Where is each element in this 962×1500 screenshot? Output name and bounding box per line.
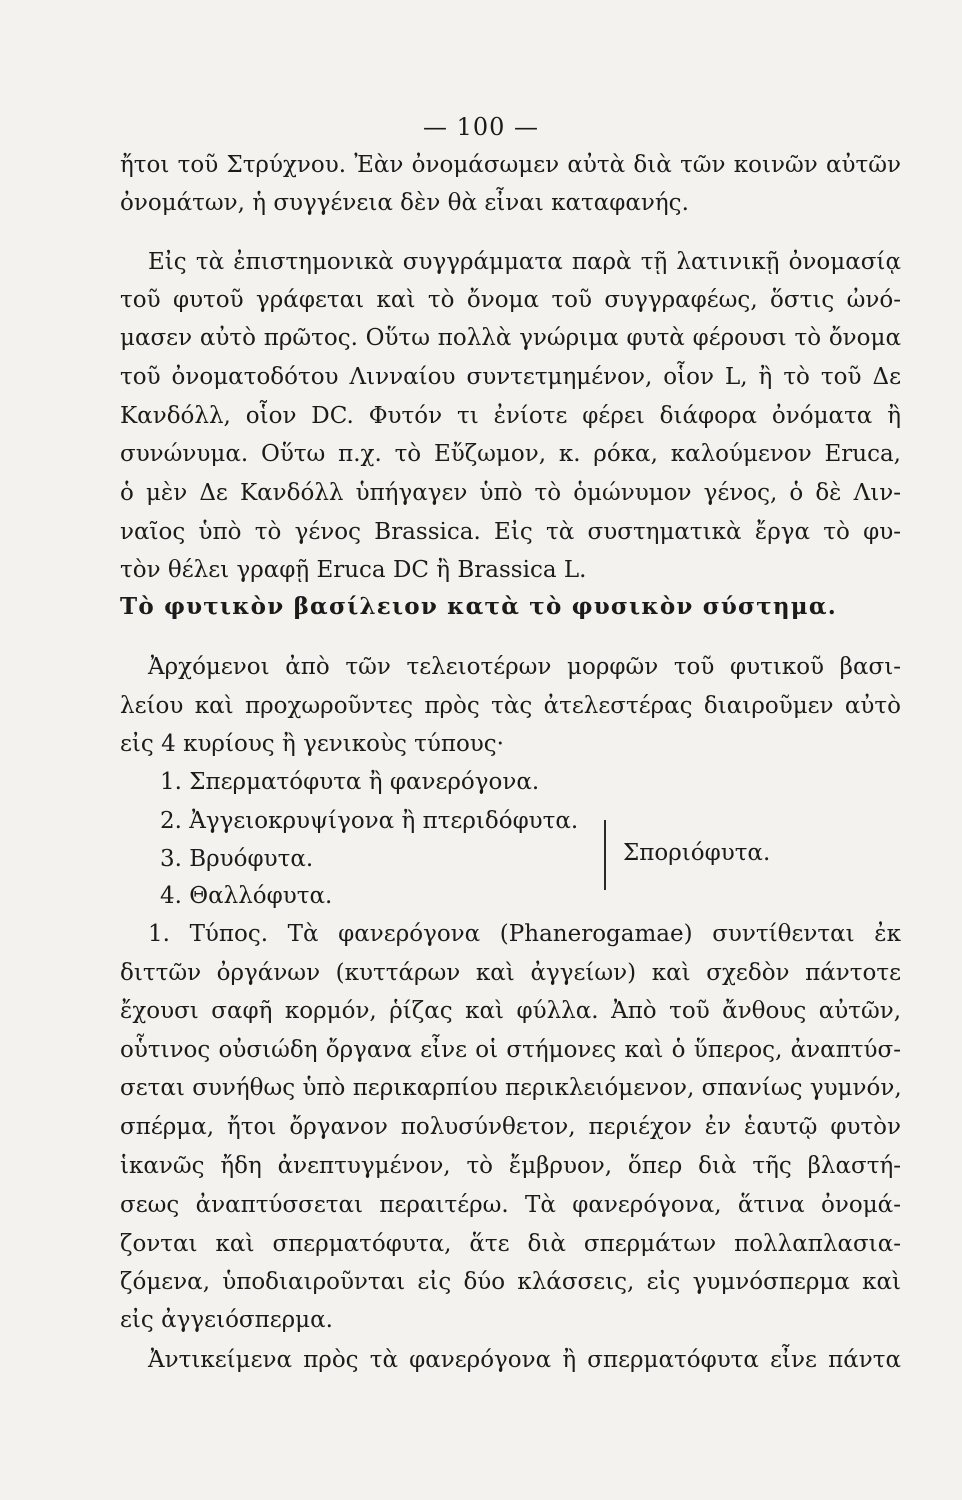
- list-item: 3. Βρυόφυτα.: [160, 846, 314, 872]
- text-line: ἔχουσι σαφῆ κορμόν, ῥίζας καὶ φύλλα. Ἀπὸ τοῦ ἄνθους αὐτῶν,: [120, 998, 901, 1024]
- text-line: εἰς ἀγγειόσπερμα.: [120, 1307, 333, 1333]
- text-line: τοῦ φυτοῦ γράφεται καὶ τὸ ὄνομα τοῦ συγγραφέως, ὅστις ὠνό-: [120, 287, 901, 313]
- text-line: ζονται καὶ σπερματόφυτα, ἅτε διὰ σπερμάτων πολλαπλασια-: [120, 1231, 901, 1257]
- text-line: ὀνομάτων, ἡ συγγένεια δὲν θὰ εἶναι καταφανής.: [120, 190, 689, 216]
- text-line: Ἀρχόμενοι ἀπὸ τῶν τελειοτέρων μορφῶν τοῦ φυτικοῦ βασι-: [148, 654, 901, 680]
- text-line: ζόμενα, ὑποδιαιροῦνται εἰς δύο κλάσσεις, εἰς γυμνόσπερμα καὶ: [120, 1269, 901, 1295]
- text-line: Ἀντικείμενα πρὸς τὰ φανερόγονα ἢ σπερματόφυτα εἶνε πάντα: [148, 1347, 901, 1373]
- text-line: σεως ἀναπτύσσεται περαιτέρω. Τὰ φανερόγονα, ἅτινα ὀνομά-: [120, 1192, 901, 1218]
- text-line: τοῦ ὀνοματοδότου Λινναίου συντετμημένον, οἷον L, ἢ τὸ τοῦ Δε: [120, 364, 901, 390]
- brace-label: Σποριόφυτα.: [623, 840, 771, 866]
- text-line: εἰς 4 κυρίους ἢ γενικοὺς τύπους·: [120, 731, 504, 757]
- text-line: ἤτοι τοῦ Στρύχνου. Ἐὰν ὀνομάσωμεν αὐτὰ διὰ τῶν κοινῶν αὐτῶν: [120, 152, 901, 178]
- list-item: 4. Θαλλόφυτα.: [160, 883, 333, 909]
- text-line: οὗτινος οὐσιώδη ὄργανα εἶνε οἱ στήμονες καὶ ὁ ὕπερος, ἀναπτύσ-: [120, 1037, 901, 1063]
- list-item: 2. Ἀγγειοκρυψίγονα ἢ πτεριδόφυτα.: [160, 808, 579, 834]
- section-heading: Τὸ φυτικὸν βασίλειον κατὰ τὸ φυσικὸν σύστημα.: [120, 593, 837, 620]
- text-line: ἱκανῶς ἤδη ἀνεπτυγμένον, τὸ ἔμβρυον, ὅπερ διὰ τῆς βλαστή-: [120, 1153, 901, 1179]
- text-line: τὸν θέλει γραφῇ Eruca DC ἢ Brassica L.: [120, 557, 587, 583]
- text-line: Εἰς τὰ ἐπιστημονικὰ συγγράμματα παρὰ τῇ λατινικῇ ὀνομασίᾳ: [148, 249, 901, 275]
- list-item: 1. Σπερματόφυτα ἢ φανερόγονα.: [160, 769, 540, 795]
- text-line: συνώνυμα. Οὕτω π.χ. τὸ Εὔζωμον, κ. ρόκα, καλούμενον Eruca,: [120, 441, 901, 467]
- text-line: σεται συνήθως ὑπὸ περικαρπίου περικλειόμενον, σπανίως γυμνόν,: [120, 1075, 902, 1101]
- text-line: ὁ μὲν Δε Κανδόλλ ὑπήγαγεν ὑπὸ τὸ ὁμώνυμον γένος, ὁ δὲ Λιν-: [120, 480, 901, 506]
- text-line: λείου καὶ προχωροῦντες πρὸς τὰς ἀτελεστέρας διαιροῦμεν αὐτὸ: [120, 693, 901, 719]
- text-line: Κανδόλλ, οἷον DC. Φυτόν τι ἐνίοτε φέρει διάφορα ὀνόματα ἢ: [120, 403, 901, 429]
- text-line: διττῶν ὀργάνων (κυττάρων καὶ ἀγγείων) καὶ σχεδὸν πάντοτε: [120, 960, 901, 986]
- page-number: — 100 —: [422, 113, 540, 141]
- text-line: 1. Τύπος. Τὰ φανερόγονα (Phanerogamae) συντίθενται ἐκ: [148, 921, 901, 947]
- text-line: ναῖος ὑπὸ τὸ γένος Brassica. Εἰς τὰ συστηματικὰ ἔργα τὸ φυ-: [120, 519, 901, 545]
- text-line: σπέρμα, ἤτοι ὄργανον πολυσύνθετον, περιέχον ἐν ἑαυτῷ φυτὸν: [120, 1114, 901, 1140]
- text-line: μασεν αὐτὸ πρῶτος. Οὕτω πολλὰ γνώριμα φυτὰ φέρουσι τὸ ὄνομα: [120, 325, 901, 351]
- grouping-brace: [604, 820, 616, 890]
